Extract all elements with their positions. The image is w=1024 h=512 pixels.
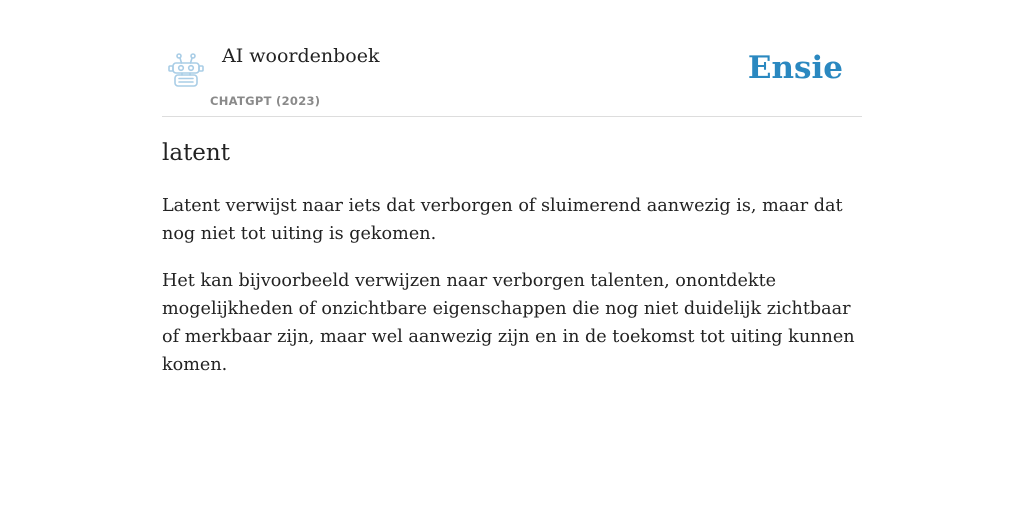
definition-paragraph: Latent verwijst naar iets dat verborgen of sluimerend aanwezig is, maar dat nog niet tot uiting is gekomen. [162,196,843,244]
source-label: CHATGPT (2023) [210,94,321,108]
brand-logo[interactable]: Ensie [747,50,843,86]
entry-card [162,0,862,375]
definition-paragraph: Het kan bijvoorbeeld verwijzen naar verborgen talenten, onontdekte mogelijkheden of onzichtbare eigenschappen die nog niet duidelijk zichtbaar of merkbaar zijn, maar wel aanwezig zijn en in de toekomst tot uiting kunnen komen. [162,271,855,375]
entry-term: latent [162,140,230,166]
entry-header [162,0,862,117]
dictionary-title[interactable]: AI woordenboek [222,45,380,67]
robot-icon [166,51,206,91]
entry-definition [162,192,866,398]
